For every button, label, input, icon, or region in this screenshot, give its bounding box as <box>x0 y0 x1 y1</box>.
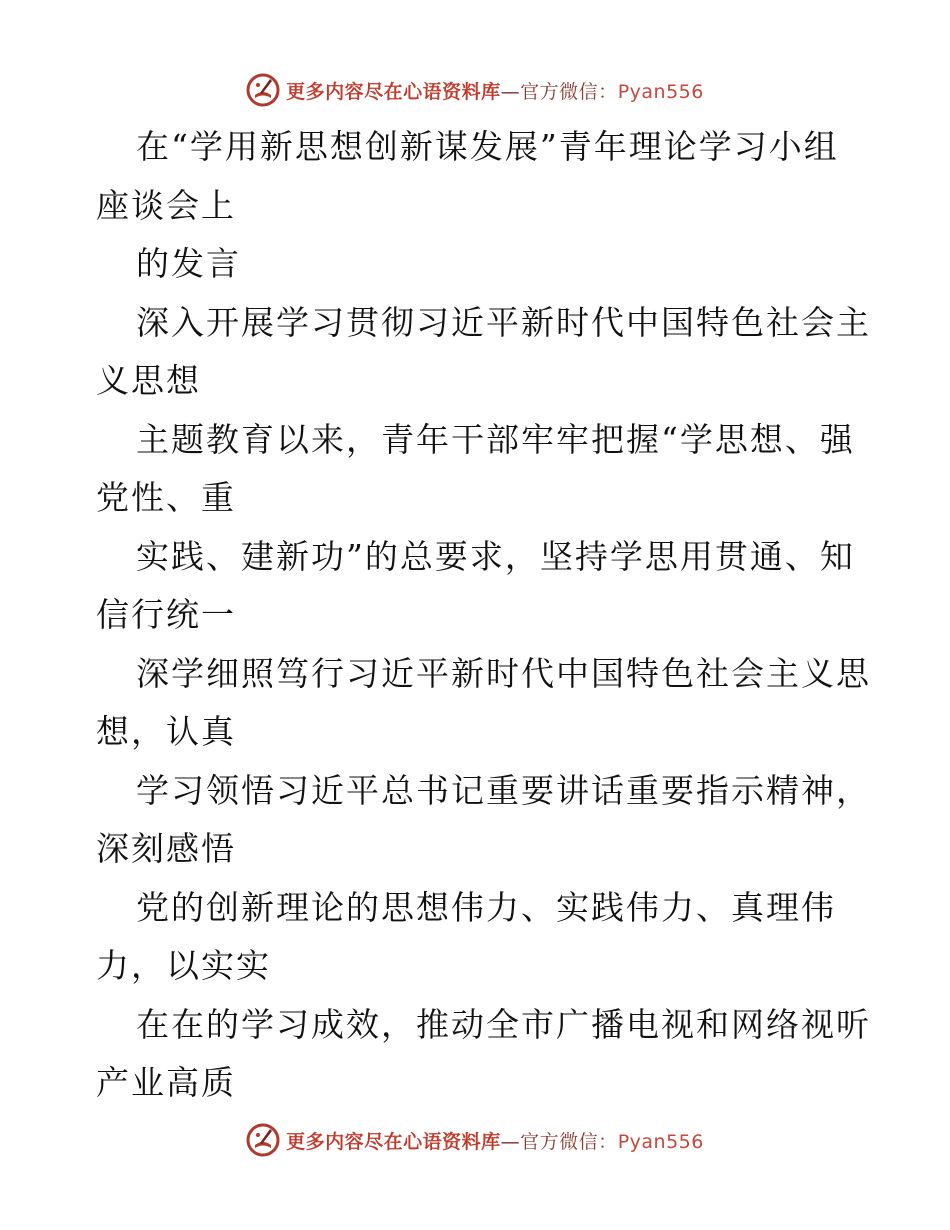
document-body <box>96 118 871 1113</box>
doc-line: 深入开展学习贯彻习近平新时代中国特色社会主 <box>136 302 871 342</box>
watermark-id: Pyan556 <box>617 80 704 103</box>
header-watermark <box>0 68 950 112</box>
doc-line: 力，以实实 <box>96 946 271 985</box>
doc-line: 在“学用新思想创新谋发展”青年理论学习小组 <box>136 127 839 166</box>
watermark-separator: — <box>500 80 521 103</box>
doc-line: 信行统一 <box>96 595 236 634</box>
doc-line: 产业高质 <box>96 1063 236 1102</box>
watermark-main: 更多内容尽在心语资料库 <box>286 1130 501 1153</box>
quill-book-logo-icon <box>246 73 280 107</box>
doc-line: 主题教育以来，青年干部牢牢把握“学思想、强 <box>136 419 855 459</box>
doc-line: 义思想 <box>96 361 201 400</box>
doc-line: 座谈会上 <box>96 185 236 225</box>
doc-line: 在在的学习成效，推动全市广播电视和网络视听 <box>136 1004 871 1044</box>
doc-line: 党性、重 <box>96 478 236 517</box>
watermark-text <box>286 77 704 104</box>
watermark-label: 官方微信： <box>520 80 618 103</box>
watermark-main: 更多内容尽在心语资料库 <box>286 80 501 103</box>
watermark-text <box>286 1127 704 1154</box>
quill-book-logo-icon <box>246 1123 280 1157</box>
watermark-label: 官方微信： <box>520 1130 618 1153</box>
doc-line: 党的创新理论的思想伟力、实践伟力、真理伟 <box>136 887 836 927</box>
doc-line: 的发言 <box>136 244 241 283</box>
doc-line: 想，认真 <box>96 712 236 751</box>
doc-line: 学习领悟习近平总书记重要讲话重要指示精神， <box>136 770 871 810</box>
footer-watermark <box>0 1118 950 1162</box>
watermark-id: Pyan556 <box>617 1130 704 1153</box>
watermark-separator: — <box>500 1130 521 1153</box>
doc-line: 实践、建新功”的总要求，坚持学思用贯通、知 <box>136 536 855 576</box>
doc-line: 深刻感悟 <box>96 829 236 868</box>
doc-line: 深学细照笃行习近平新时代中国特色社会主义思 <box>136 653 871 693</box>
